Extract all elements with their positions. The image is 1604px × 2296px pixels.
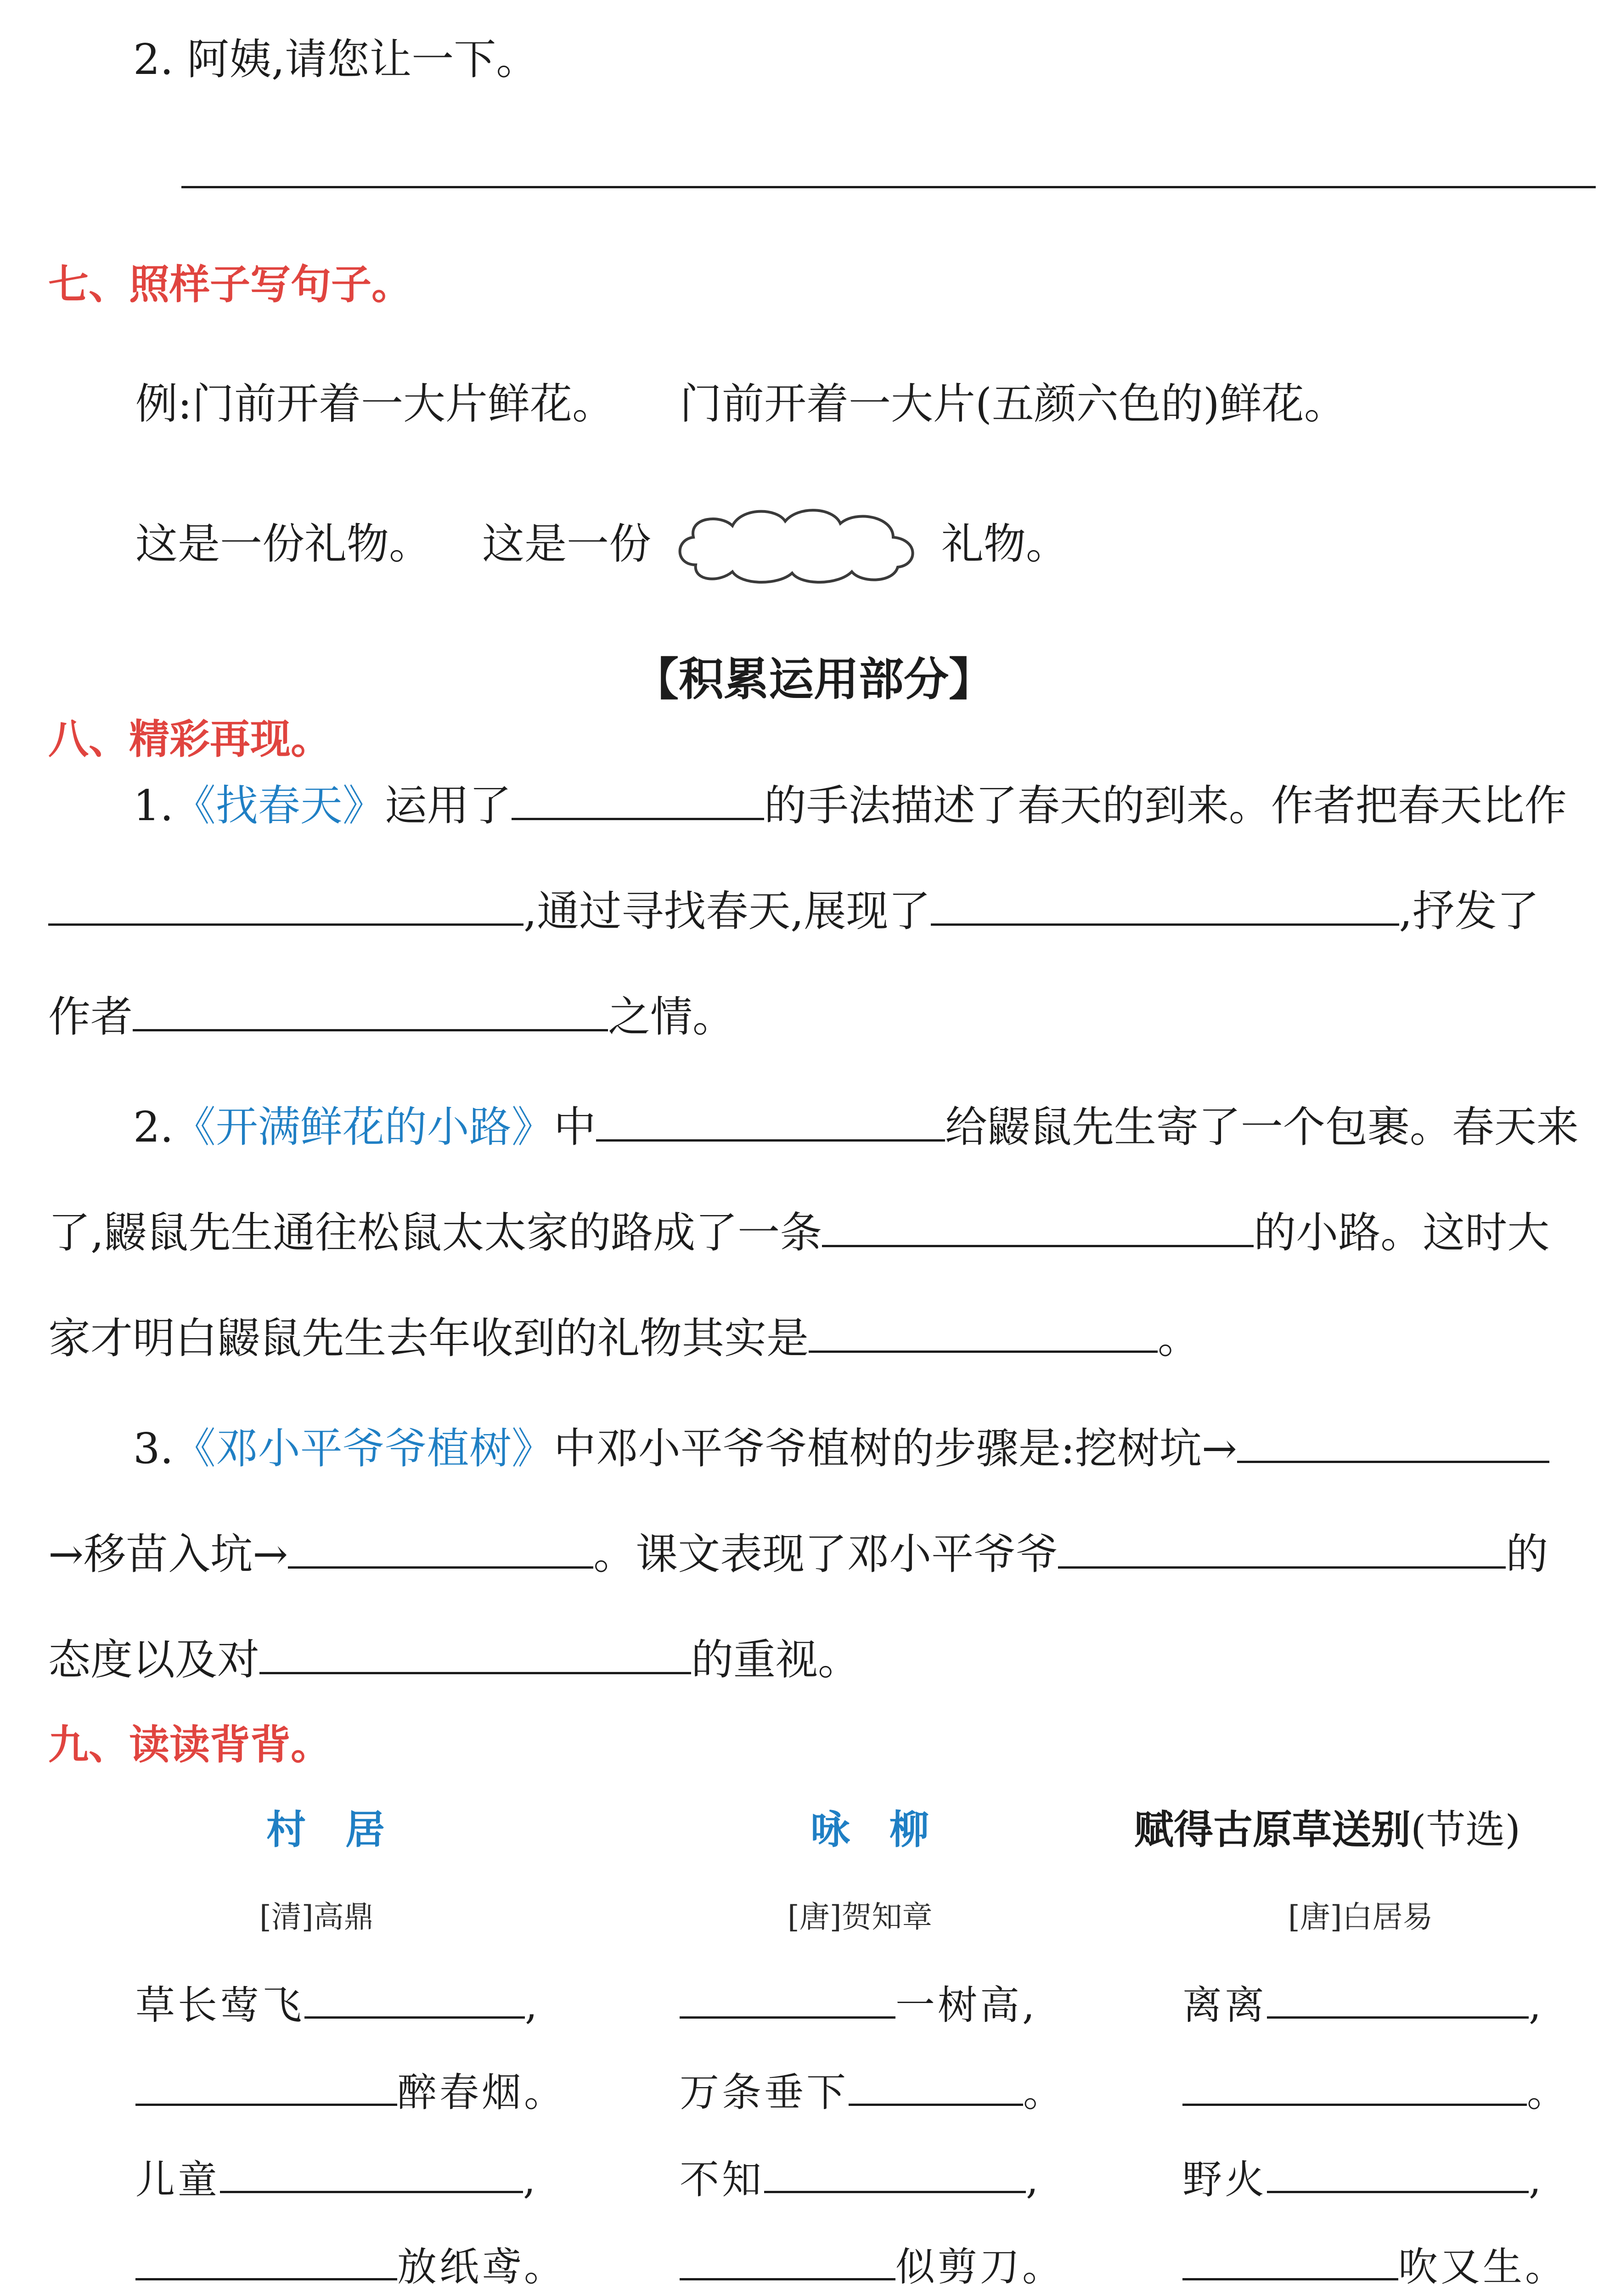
answer-blank[interactable] [822, 1203, 1254, 1247]
answer-blank[interactable] [135, 2241, 397, 2280]
answer-blank[interactable] [596, 1097, 945, 1142]
q6-item-2 [133, 32, 538, 87]
answer-blank[interactable] [764, 2154, 1026, 2193]
poem-2-line-2: 万条垂下 。 [680, 2066, 1065, 2118]
answer-blank[interactable] [680, 2241, 895, 2280]
answer-blank[interactable] [133, 987, 608, 1031]
poem-3-title: 赋得古原草送别(节选) [1134, 1807, 1521, 1853]
answer-blank[interactable] [288, 1525, 593, 1569]
poem-2-title: 咏 柳 [810, 1807, 929, 1853]
s8-item-3-line-2: →移苗入坑→ 。课文表现了邓小平爷爷 的 [48, 1525, 1548, 1582]
item-number: 3. [133, 1424, 174, 1473]
item-number: 2. [133, 1103, 174, 1152]
poem-3-line-4: 吹又生。 [1182, 2241, 1567, 2292]
poem-1-line-1: 草长莺飞 , [135, 1979, 540, 2031]
example-text: 门前开着一大片鲜花。 [192, 379, 615, 428]
section-8-heading: 八、精彩再现。 [48, 715, 332, 763]
s8-item-3-line-1: 3.《邓小平爷爷植树》中邓小平爷爷植树的步骤是:挖树坑→ [133, 1419, 1549, 1476]
answer-blank[interactable] [135, 2066, 397, 2106]
answer-blank[interactable] [680, 1979, 895, 2019]
cloud-answer-box[interactable] [668, 496, 930, 588]
poem-1-line-3: 儿童 , [135, 2154, 538, 2205]
answer-blank[interactable] [1182, 2066, 1527, 2106]
lesson-title-link[interactable]: 《邓小平爷爷植树》 [173, 1424, 554, 1473]
s8-item-1-line-1: 1.《找春天》运用了 的手法描述了春天的到来。作者把春天比作 [133, 776, 1567, 833]
answer-blank[interactable] [259, 1630, 691, 1674]
answer-blank[interactable] [48, 882, 523, 926]
poem-2-line-1: 一树高, [680, 1979, 1037, 2031]
poem-1-line-4: 放纸鸢。 [135, 2241, 566, 2292]
item-number: 1. [133, 781, 174, 830]
answer-blank[interactable] [849, 2066, 1023, 2106]
answer-blank[interactable] [220, 2154, 523, 2193]
task-row [135, 517, 431, 572]
task-suffix: 礼物。 [941, 519, 1069, 568]
poem-3-author: [唐]白居易 [1288, 1899, 1433, 1935]
answer-blank[interactable] [1267, 1979, 1529, 2019]
poem-3-line-1: 离离 , [1182, 1979, 1544, 2031]
answer-line-full[interactable] [181, 138, 1596, 188]
lesson-title-link[interactable]: 《找春天》 [173, 781, 385, 830]
answer-blank[interactable] [512, 776, 764, 820]
s8-item-2-line-1: 2.《开满鲜花的小路》中 给鼹鼠先生寄了一个包裹。春天来 [133, 1097, 1579, 1155]
poem-2-author: [唐]贺知章 [788, 1899, 933, 1935]
poem-2-line-3: 不知 , [680, 2154, 1041, 2205]
q6-item-2-text: 2. 阿姨,请您让一下。 [133, 35, 539, 84]
answer-blank[interactable] [1182, 2241, 1398, 2280]
answer-blank[interactable] [1267, 2154, 1529, 2193]
answer-blank[interactable] [304, 1979, 525, 2019]
part-title: 【积累运用部分】 [634, 653, 994, 706]
answer-blank[interactable] [931, 882, 1399, 926]
poem-1-line-2: 醉春烟。 [135, 2066, 566, 2118]
poem-1-author: [清]高鼎 [259, 1899, 374, 1935]
poem-2-line-4: 似剪刀。 [680, 2241, 1064, 2292]
answer-blank[interactable] [1237, 1419, 1549, 1463]
section-7-heading: 七、照样子写句子。 [48, 261, 412, 308]
s8-item-3-line-3: 态度以及对 的重视。 [48, 1630, 860, 1688]
poem-3-line-3: 野火 , [1182, 2154, 1544, 2205]
task-prefix: 这是一份 [482, 519, 652, 568]
example-row [135, 377, 614, 432]
lesson-title-link[interactable]: 《开满鲜花的小路》 [173, 1103, 554, 1152]
section-9-heading: 九、读读背背。 [48, 1721, 332, 1768]
s8-item-1-line-3: 作者 之情。 [48, 987, 735, 1045]
s8-item-2-line-2: 了,鼹鼠先生通往松鼠太太家的路成了一条 的小路。这时大 [48, 1203, 1549, 1261]
answer-blank[interactable] [809, 1309, 1158, 1353]
task-text: 这是一份礼物。 [135, 519, 432, 568]
poem-3-line-2: 。 [1182, 2066, 1569, 2118]
s8-item-2-line-3: 家才明白鼹鼠先生去年收到的礼物其实是 。 [48, 1309, 1200, 1366]
poem-3-title-note: (节选) [1411, 1807, 1521, 1853]
example-answer: 门前开着一大片(五颜六色的)鲜花。 [680, 379, 1346, 428]
answer-blank[interactable] [1058, 1525, 1506, 1569]
s8-item-1-line-2: ,通过寻找春天,展现了 ,抒发了 [48, 882, 1539, 939]
poem-1-title: 村 居 [266, 1807, 385, 1853]
example-label: 例: [135, 379, 192, 428]
